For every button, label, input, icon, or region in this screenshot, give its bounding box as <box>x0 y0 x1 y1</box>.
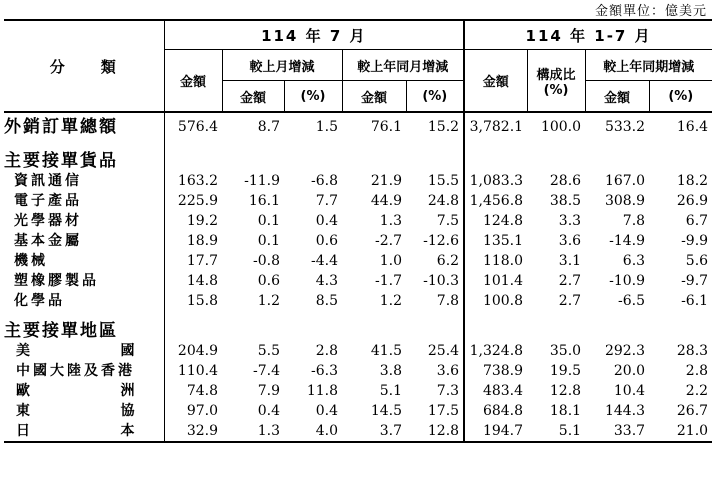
empty-cell <box>649 311 712 321</box>
row-label-left: 歐 <box>16 383 33 399</box>
empty-cell <box>406 321 464 341</box>
value-cell: 1,324.8 <box>464 341 527 361</box>
empty-cell <box>464 321 527 341</box>
value-cell: 7.9 <box>257 383 280 399</box>
empty-cell <box>222 321 284 341</box>
value-cell: 17.7 <box>164 251 222 271</box>
value-cell: 167.0 <box>604 173 646 189</box>
value-cell: 5.6 <box>685 253 709 269</box>
empty-cell <box>164 321 222 341</box>
value-cell: 3.6 <box>558 233 582 249</box>
value-cell: 0.4 <box>315 213 338 229</box>
row-label <box>4 421 164 442</box>
sub-pct-header: (%) <box>284 81 342 113</box>
row-label-right: 本 <box>120 423 138 439</box>
vs-prev-month-header: 較上月增減 <box>222 50 342 81</box>
value-cell: -10.9 <box>609 273 646 289</box>
value-cell: 18.9 <box>164 231 222 251</box>
value-cell: 21.9 <box>370 173 402 189</box>
value-cell: 5.5 <box>257 343 280 359</box>
spacer-row <box>4 141 712 151</box>
empty-cell <box>585 141 649 151</box>
value-cell: 163.2 <box>164 171 222 191</box>
value-cell: 0.4 <box>257 403 280 419</box>
empty-cell <box>585 321 649 341</box>
row-label: 光學器材 <box>14 213 82 229</box>
row-label: 電子產品 <box>14 193 82 209</box>
value-cell: 76.1 <box>370 119 402 135</box>
value-cell: 2.7 <box>558 273 582 289</box>
empty-cell <box>222 311 284 321</box>
value-cell: 100.0 <box>540 119 582 135</box>
row-label-left: 美 <box>16 343 33 359</box>
value-cell: 41.5 <box>370 343 402 359</box>
empty-cell <box>4 311 164 321</box>
value-cell: 204.9 <box>164 341 222 361</box>
empty-cell <box>585 151 649 171</box>
section-title: 主要接單地區 <box>4 321 118 341</box>
table-body <box>4 112 712 442</box>
value-cell: 100.8 <box>464 291 527 311</box>
value-cell: -6.1 <box>681 293 709 309</box>
table-row <box>4 171 712 191</box>
sub-amount-header: 金額 <box>222 81 284 113</box>
value-cell: 32.9 <box>164 421 222 442</box>
month-amount-header: 金額 <box>164 50 222 113</box>
value-cell: 1.2 <box>257 293 280 309</box>
value-cell: 3.3 <box>558 213 582 229</box>
table-row <box>4 401 712 421</box>
value-cell: 26.9 <box>676 193 709 209</box>
value-cell: 0.4 <box>315 403 338 419</box>
value-cell: 0.1 <box>257 213 280 229</box>
table-row <box>4 361 712 381</box>
value-cell: -1.7 <box>375 273 402 289</box>
value-cell: 3.8 <box>379 363 402 379</box>
value-cell: 10.4 <box>613 383 646 399</box>
row-label <box>4 381 164 401</box>
unit-label: 金額單位：億美元 <box>594 4 707 19</box>
value-cell: 118.0 <box>464 251 527 271</box>
value-cell: 308.9 <box>604 193 646 209</box>
value-cell: 15.5 <box>427 173 460 189</box>
value-cell: 28.3 <box>676 343 709 359</box>
value-cell: 0.6 <box>315 233 338 249</box>
row-label: 化學品 <box>14 293 65 309</box>
vs-same-period-header: 較上年同期增減 <box>585 50 712 81</box>
value-cell: 576.4 <box>164 112 222 141</box>
value-cell: 12.8 <box>406 421 464 442</box>
empty-cell <box>464 151 527 171</box>
table-row <box>4 271 712 291</box>
value-cell: 20.0 <box>613 363 646 379</box>
value-cell: 4.0 <box>284 421 342 442</box>
value-cell: 2.8 <box>315 343 338 359</box>
table-row <box>4 231 712 251</box>
total-row <box>4 112 712 141</box>
sub-pct-header: (%) <box>649 81 712 113</box>
value-cell: 11.8 <box>306 383 338 399</box>
value-cell: 135.1 <box>464 231 527 251</box>
value-cell: -7.4 <box>253 363 280 379</box>
value-cell: 16.1 <box>248 193 280 209</box>
value-cell: 24.8 <box>427 193 460 209</box>
row-label: 塑橡膠製品 <box>14 273 99 289</box>
value-cell: 5.1 <box>379 383 402 399</box>
value-cell: 3.7 <box>342 421 406 442</box>
row-label-right: 協 <box>120 403 138 419</box>
empty-cell <box>649 321 712 341</box>
row-label <box>4 361 164 381</box>
value-cell: 1.3 <box>222 421 284 442</box>
value-cell: 1.2 <box>379 293 402 309</box>
value-cell: 6.3 <box>622 253 646 269</box>
table-row <box>4 421 712 442</box>
table-row <box>4 191 712 211</box>
empty-cell <box>585 311 649 321</box>
value-cell: 3.6 <box>436 363 460 379</box>
value-cell: 738.9 <box>464 361 527 381</box>
value-cell: -6.3 <box>311 363 338 379</box>
vs-same-month-header: 較上年同月增減 <box>342 50 464 81</box>
value-cell: -14.9 <box>609 233 646 249</box>
share-label: 構成比 <box>536 67 576 83</box>
value-cell: 8.7 <box>257 119 280 135</box>
value-cell: 28.6 <box>549 173 582 189</box>
value-cell: 2.7 <box>558 293 582 309</box>
value-cell: 1.3 <box>379 213 402 229</box>
row-label: 資訊通信 <box>14 173 82 189</box>
value-cell: 17.5 <box>427 403 460 419</box>
share-header <box>527 50 585 113</box>
table-row <box>4 211 712 231</box>
value-cell: 8.5 <box>315 293 338 309</box>
value-cell: -2.7 <box>375 233 402 249</box>
row-label-right: 洲 <box>120 383 138 399</box>
value-cell: 18.2 <box>676 173 709 189</box>
value-cell: 5.1 <box>527 421 585 442</box>
value-cell: 74.8 <box>164 381 222 401</box>
value-cell: -6.5 <box>618 293 646 309</box>
empty-cell <box>342 141 406 151</box>
value-cell: 14.5 <box>370 403 402 419</box>
value-cell: 1,456.8 <box>464 191 527 211</box>
empty-cell <box>284 321 342 341</box>
empty-cell <box>284 151 342 171</box>
value-cell: -6.8 <box>311 173 338 189</box>
empty-cell <box>342 151 406 171</box>
empty-cell <box>222 151 284 171</box>
value-cell: 6.7 <box>685 213 709 229</box>
section-header-row <box>4 321 712 341</box>
table-row <box>4 251 712 271</box>
table-row <box>4 341 712 361</box>
value-cell: 6.2 <box>436 253 460 269</box>
row-label-left: 中國大陸及香港 <box>16 363 135 379</box>
empty-cell <box>222 141 284 151</box>
table-row <box>4 381 712 401</box>
ytd-amount-header: 金額 <box>464 50 527 113</box>
row-label: 機械 <box>14 253 48 269</box>
value-cell: 7.7 <box>315 193 338 209</box>
value-cell: 15.2 <box>427 119 460 135</box>
value-cell: 225.9 <box>164 191 222 211</box>
empty-cell <box>406 311 464 321</box>
table-header <box>4 20 712 112</box>
value-cell: -9.7 <box>681 273 709 289</box>
empty-cell <box>4 141 164 151</box>
value-cell: 483.4 <box>464 381 527 401</box>
value-cell: 1,083.3 <box>464 171 527 191</box>
empty-cell <box>527 321 585 341</box>
value-cell: 101.4 <box>464 271 527 291</box>
value-cell: 124.8 <box>464 211 527 231</box>
value-cell: -0.8 <box>253 253 280 269</box>
empty-cell <box>342 321 406 341</box>
empty-cell <box>649 151 712 171</box>
value-cell: 26.7 <box>676 403 709 419</box>
value-cell: -10.3 <box>423 273 460 289</box>
empty-cell <box>527 151 585 171</box>
value-cell: 18.1 <box>549 403 582 419</box>
empty-cell <box>464 311 527 321</box>
value-cell: 3,782.1 <box>464 112 527 141</box>
value-cell: 33.7 <box>585 421 649 442</box>
empty-cell <box>406 141 464 151</box>
empty-cell <box>649 141 712 151</box>
period-ytd-header: 114 年 1-7 月 <box>464 20 712 50</box>
value-cell: 14.8 <box>164 271 222 291</box>
value-cell: 0.1 <box>257 233 280 249</box>
empty-cell <box>527 311 585 321</box>
sub-pct-header: (%) <box>406 81 464 113</box>
empty-cell <box>464 141 527 151</box>
table-row <box>4 291 712 311</box>
empty-cell <box>284 141 342 151</box>
total-label: 外銷訂單總額 <box>4 117 118 137</box>
period-month-header: 114 年 7 月 <box>164 20 464 50</box>
row-label: 基本金屬 <box>14 233 82 249</box>
value-cell: 533.2 <box>604 119 646 135</box>
value-cell: 0.6 <box>257 273 280 289</box>
value-cell: 4.3 <box>315 273 338 289</box>
value-cell: 7.8 <box>436 293 460 309</box>
value-cell: 194.7 <box>464 421 527 442</box>
section-header-row <box>4 151 712 171</box>
value-cell: 1.5 <box>315 119 338 135</box>
value-cell: 292.3 <box>604 343 646 359</box>
value-cell: 2.2 <box>685 383 709 399</box>
empty-cell <box>406 151 464 171</box>
empty-cell <box>284 311 342 321</box>
value-cell: 97.0 <box>164 401 222 421</box>
empty-cell <box>527 141 585 151</box>
row-label <box>4 401 164 421</box>
value-cell: 44.9 <box>370 193 402 209</box>
empty-cell <box>164 151 222 171</box>
value-cell: 25.4 <box>427 343 460 359</box>
value-cell: -12.6 <box>423 233 460 249</box>
sub-amount-header: 金額 <box>342 81 406 113</box>
row-label <box>4 341 164 361</box>
value-cell: 35.0 <box>549 343 582 359</box>
empty-cell <box>164 141 222 151</box>
value-cell: 7.3 <box>436 383 460 399</box>
value-cell: 110.4 <box>164 361 222 381</box>
value-cell: 7.8 <box>622 213 646 229</box>
section-title: 主要接單貨品 <box>4 151 118 171</box>
value-cell: 38.5 <box>549 193 582 209</box>
empty-cell <box>164 311 222 321</box>
value-cell: 3.1 <box>558 253 582 269</box>
row-label-right: 國 <box>120 343 138 359</box>
share-unit: (%) <box>543 82 569 98</box>
value-cell: 19.5 <box>549 363 582 379</box>
value-cell: 2.8 <box>685 363 709 379</box>
empty-cell <box>342 311 406 321</box>
sub-amount-header: 金額 <box>585 81 649 113</box>
value-cell: 684.8 <box>464 401 527 421</box>
row-label-left: 東 <box>16 403 33 419</box>
row-label-left: 日 <box>16 423 33 439</box>
value-cell: 15.8 <box>164 291 222 311</box>
value-cell: 12.8 <box>549 383 582 399</box>
value-cell: 16.4 <box>676 119 709 135</box>
spacer-row <box>4 311 712 321</box>
export-orders-table <box>4 19 712 443</box>
category-header: 分 類 <box>4 20 164 112</box>
value-cell: 1.0 <box>379 253 402 269</box>
value-cell: -4.4 <box>311 253 338 269</box>
value-cell: 144.3 <box>604 403 646 419</box>
value-cell: 21.0 <box>649 421 712 442</box>
value-cell: 7.5 <box>436 213 460 229</box>
value-cell: 19.2 <box>164 211 222 231</box>
value-cell: -9.9 <box>681 233 709 249</box>
value-cell: -11.9 <box>244 173 280 189</box>
